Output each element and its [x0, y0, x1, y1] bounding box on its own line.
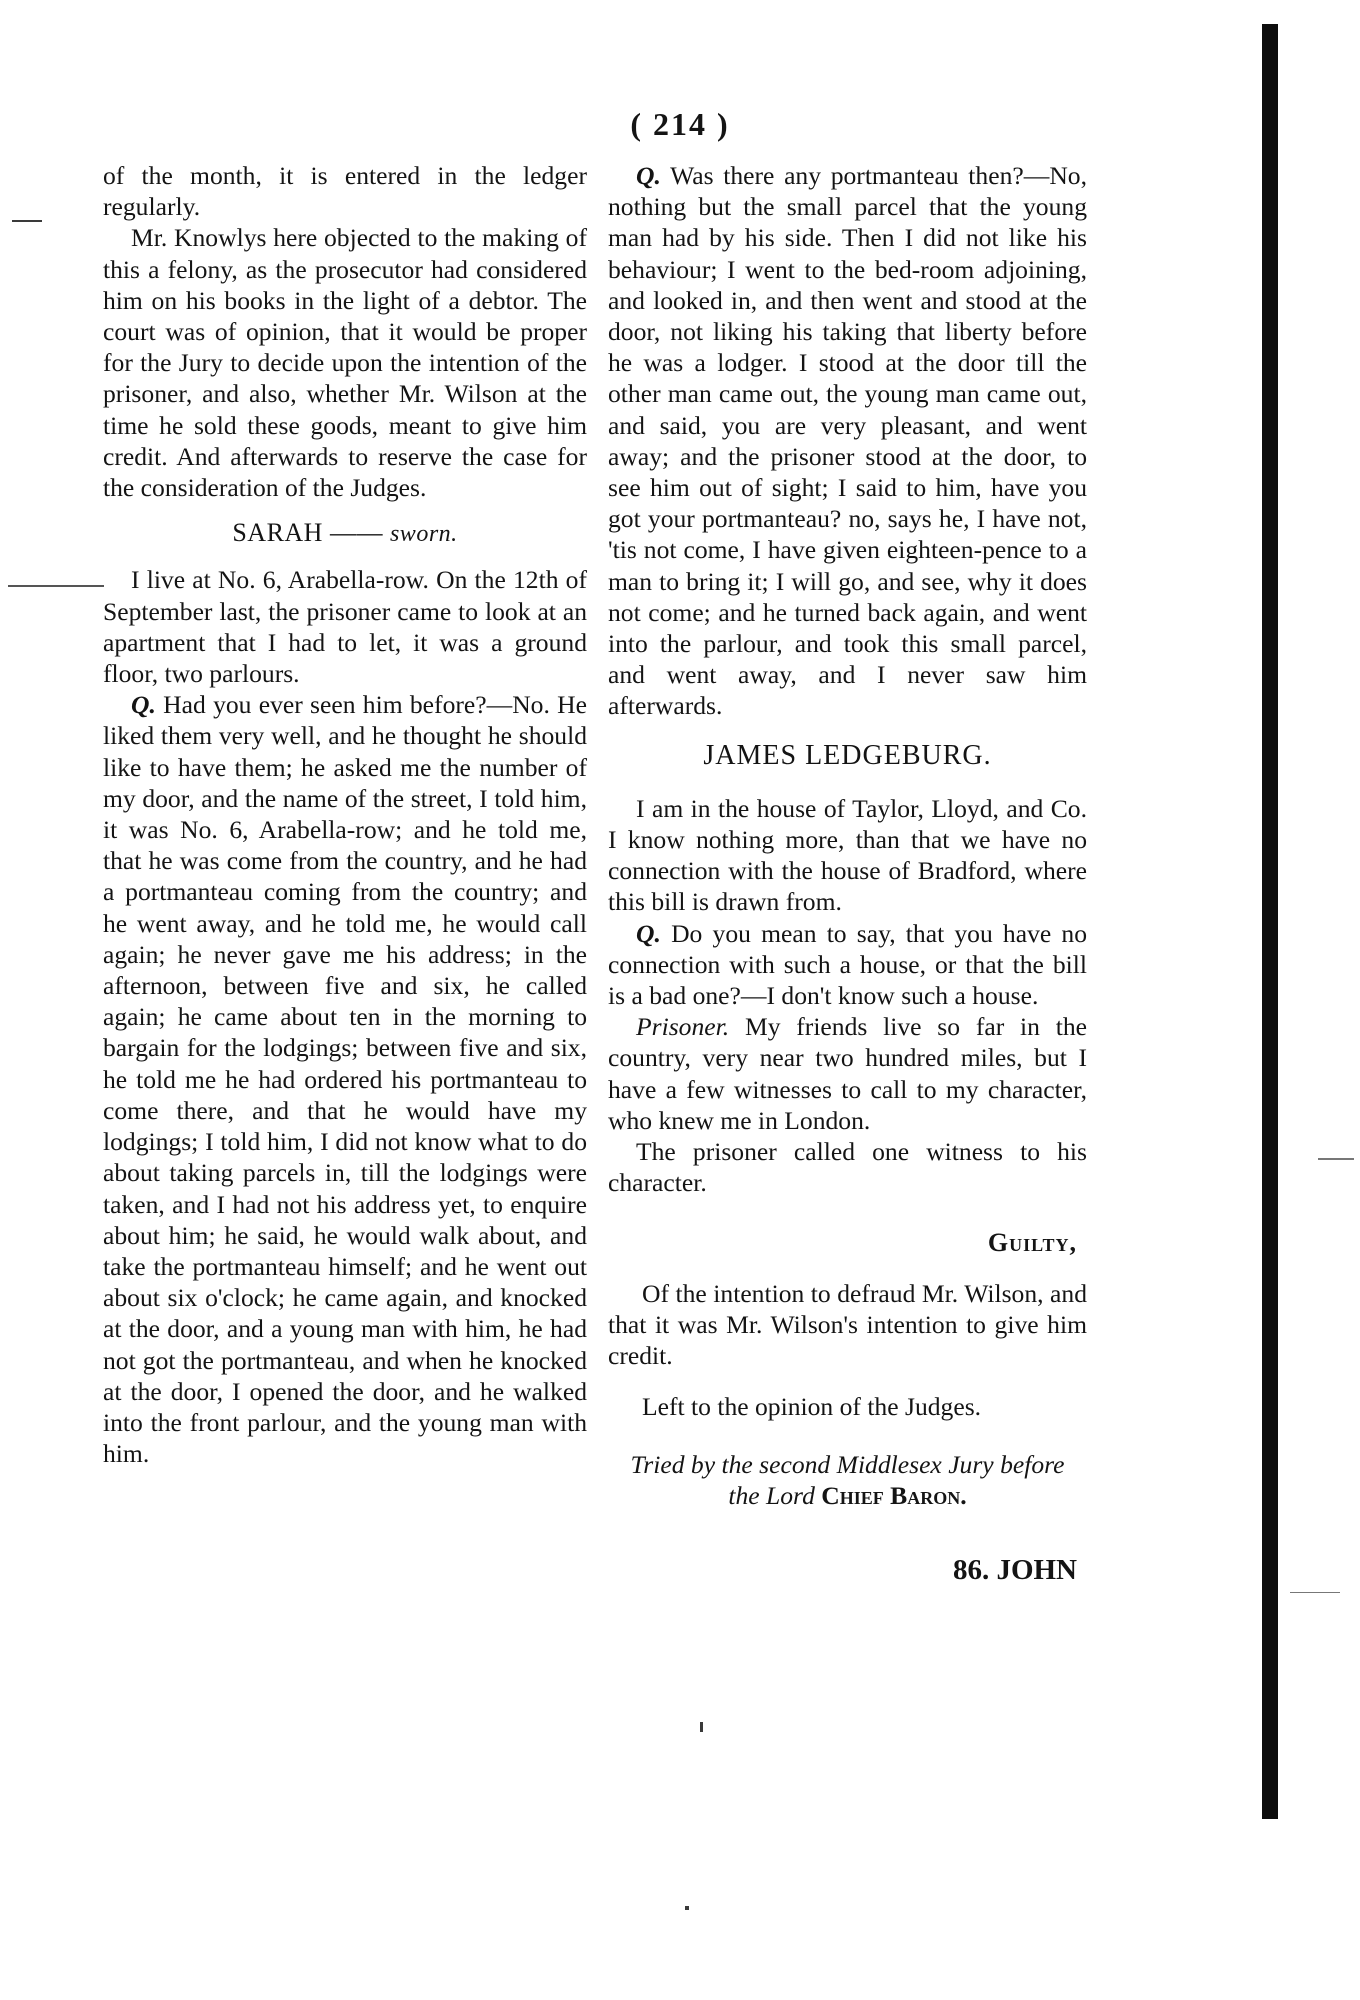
question-text: Do you mean to say, that you have no connection with such a house, or that the bill is a bad one?—I don't know such a house.: [608, 918, 1088, 1011]
question-paragraph: [608, 160, 1087, 722]
opinion-line: Left to the opinion of the Judges.: [642, 1392, 982, 1422]
page-number: ( 214 ): [630, 106, 730, 142]
scan-speck: [700, 1722, 703, 1732]
question-marker: Q.: [131, 690, 156, 720]
witness-heading: JAMES LEDGEBURG.: [703, 739, 992, 771]
witness-dash: ——: [329, 518, 383, 548]
right-column: [608, 160, 1087, 1586]
question-marker: Q.: [636, 161, 661, 190]
paragraph: of the month, it is entered in the ledger regularly.: [103, 161, 587, 222]
paragraph: Mr. Knowlys here objected to the making of this a felony, as the prosecutor had considered him on his books in the light of a debtor. The court was of opinion, that it would be proper for the Jury to decide upon the intention of the prisoner, and also, whether Mr. Wilson at the time he sold these goods, meant to give him credit. And afterwards to reserve the case for the consideration of the Judges.: [103, 223, 587, 503]
prisoner-statement: [608, 1011, 1087, 1136]
scan-speck: [1318, 1158, 1354, 1160]
question-paragraph: [103, 689, 587, 1469]
page-edge-shadow: [1262, 24, 1278, 1819]
verdict-heading: Guilty,: [987, 1227, 1077, 1257]
paragraph: The prisoner called one witness to his character.: [608, 1137, 1087, 1198]
statement-text: My friends live so far in the country, very near two hundred miles, but I have a few witnesses to call to my character, who knew me in London.: [608, 1012, 1087, 1135]
question-text: Was there any portmanteau then?—No, nothing but the small parcel that the young man had by his side. Then I did not like his behaviour; I went to the bed-room adjoining, and looked in, and then went and stood at the door, not liking his taking that liberty before he was a lodger. I stood at the door till the other man came out, the young man came out, and said, you are very pleasant, and went away; and the prisoner stood at the door, to see him out of sight; I said to him, have you got your portmanteau? no, says he, I have not, 'tis not come, I have given eighteen-pence to a man to bring it; I will go, and see, why it does not come; and he turned back again, and went into the parlour, and took this small parcel, and went away, and I never saw him afterwards.: [608, 161, 1088, 721]
witness-sworn: sworn.: [389, 521, 458, 548]
question-marker: Q.: [636, 918, 661, 948]
speaker-label: Prisoner.: [636, 1012, 730, 1042]
question-paragraph: [608, 918, 1087, 1012]
judge-title: Chief Baron.: [821, 1480, 967, 1510]
paragraph: I am in the house of Taylor, Lloyd, and Co. I know nothing more, than that we have no connection with the house of Bradford, where this bill is drawn from.: [608, 793, 1087, 917]
scan-speck: [8, 585, 104, 587]
question-text: Had you ever seen him before?—No. He liked them very well, and he thought he should like to have them; he asked me the number of my door, and the name of the street, I told him, it was No. 6, Arabella-row; and he told me, that he was come from the country, and he had a portmanteau coming from the country; and he went away, and he told me, he would call again; he never gave me his address; in the afternoon, between five and six, he called again; he came about ten in the morning to bargain for the lodgings; between five and six, he told me he had ordered his portmanteau to come there, and that he would have my lodgings; I told him, I did not know what to do about taking parcels in, till the lodgings were taken, and I had not his address yet, to enquire about him; he said, he would walk about, and take the portmanteau himself; and he went out about six o'clock; he came again, and knocked at the door, and a young man with him, he had not got the portmanteau, and when he knocked at the door, I opened the door, and he walked into the front parlour, and the young man with him.: [103, 690, 587, 1469]
witness-name: SARAH: [232, 518, 323, 548]
verdict-text: Of the intention to defraud Mr. Wilson, and that it was Mr. Wilson's intention to give him credit.: [608, 1278, 1087, 1371]
catchword: 86. JOHN: [952, 1553, 1077, 1586]
paragraph: I live at No. 6, Arabella-row. On the 12th of September last, the prisoner came to look at an apartment that I had to let, it was a ground floor, two parlours.: [103, 565, 587, 689]
tried-prefix: the Lord: [728, 1480, 815, 1510]
witness-heading: [103, 517, 587, 550]
scan-speck: [1290, 1592, 1340, 1593]
tried-line-2: [608, 1480, 1087, 1511]
scan-speck: [685, 1906, 689, 1910]
tried-line-1: Tried by the second Middlesex Jury before: [630, 1449, 1065, 1479]
scan-speck: [12, 220, 42, 222]
left-column: [103, 160, 587, 1469]
